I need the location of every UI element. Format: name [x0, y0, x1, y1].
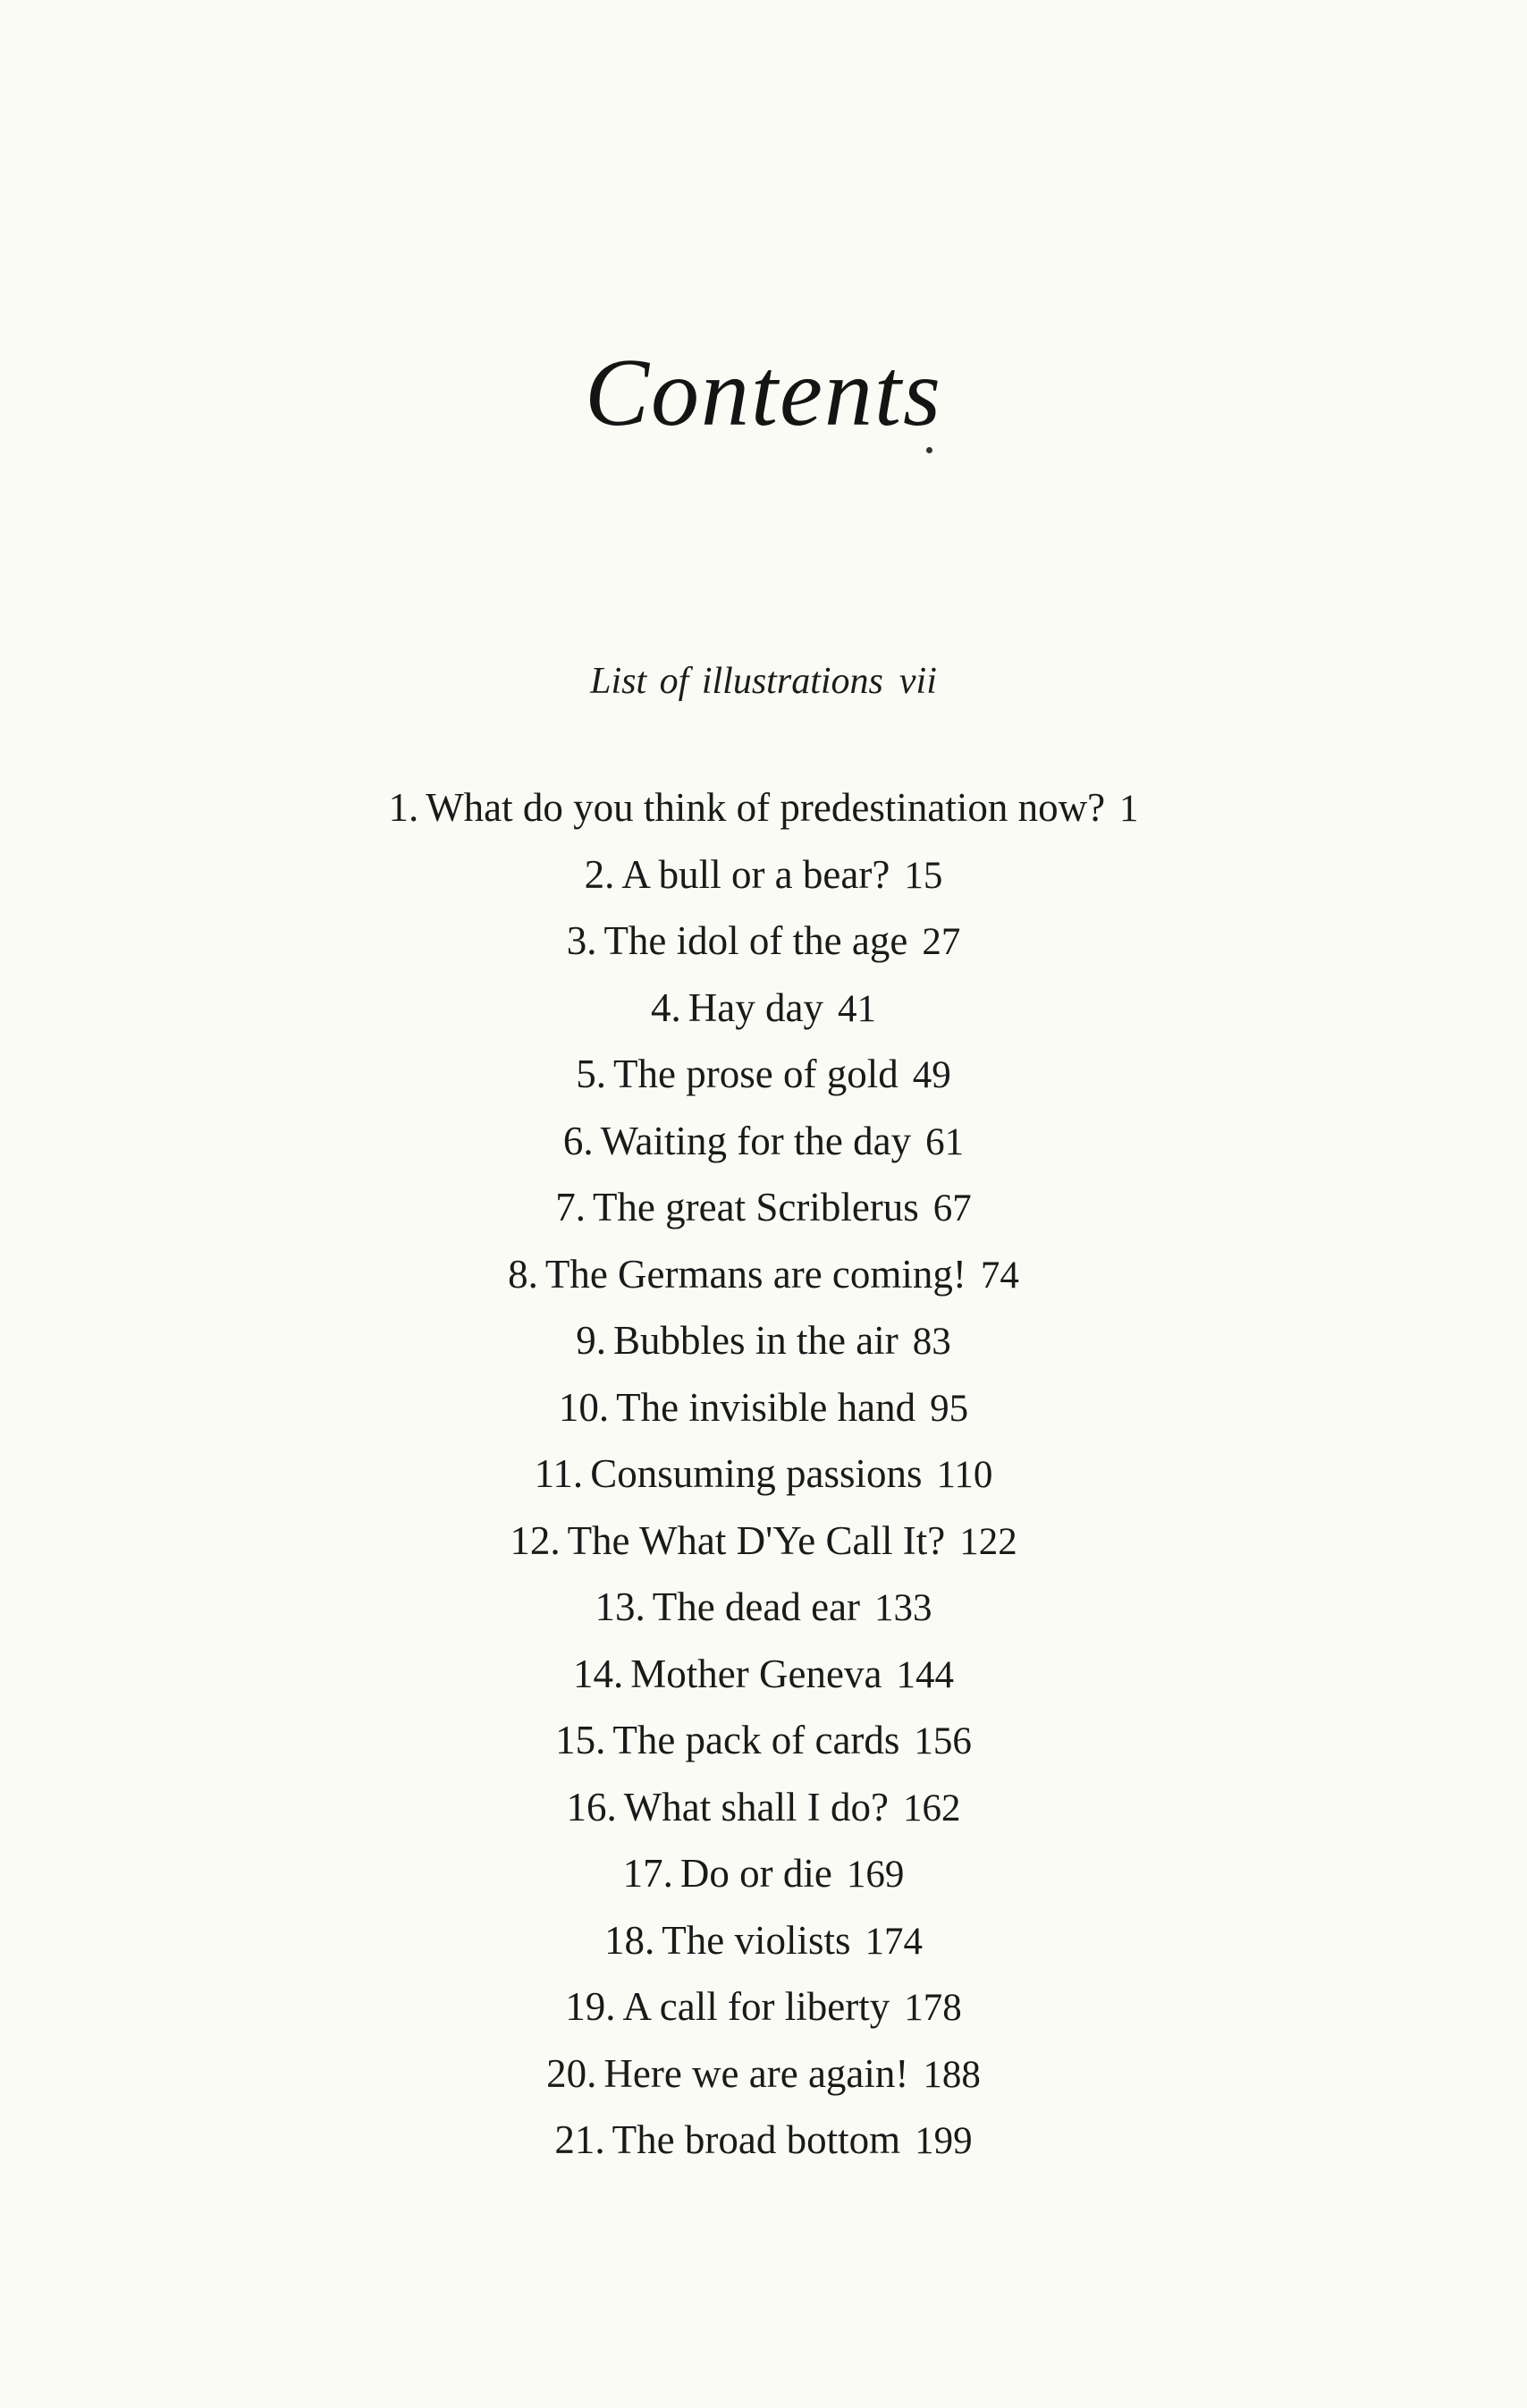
- chapter-entry: [0, 1774, 1527, 1841]
- chapter-page-number: 199: [915, 2120, 973, 2162]
- chapter-number: 3.: [566, 918, 597, 963]
- chapter-entry: [0, 1907, 1527, 1974]
- chapter-number: 15.: [555, 1718, 606, 1762]
- chapter-number: 11.: [534, 1451, 584, 1496]
- chapter-page-number: 67: [932, 1187, 972, 1229]
- chapter-entry: [0, 908, 1527, 975]
- chapter-page-number: 49: [912, 1054, 951, 1096]
- decorative-dot: [926, 447, 932, 453]
- chapter-number: 13.: [595, 1584, 645, 1629]
- chapter-number: 8.: [508, 1251, 538, 1297]
- chapter-page-number: 1: [1119, 788, 1139, 830]
- chapter-entry: [0, 1174, 1527, 1241]
- chapter-page-number: 174: [865, 1920, 923, 1963]
- chapter-number: 16.: [566, 1784, 617, 1829]
- chapter-number: 17.: [622, 1851, 673, 1896]
- chapter-title: Do or die: [679, 1851, 832, 1896]
- chapter-entry: [0, 1508, 1527, 1575]
- chapter-number: 12.: [510, 1517, 561, 1563]
- chapter-entry: [0, 1374, 1527, 1441]
- illustrations-page-number: vii: [898, 661, 937, 702]
- chapter-title: The invisible hand: [616, 1384, 916, 1430]
- chapter-title: Mother Geneva: [630, 1651, 882, 1696]
- chapter-title: The prose of gold: [613, 1052, 898, 1096]
- chapter-page-number: 61: [925, 1120, 965, 1163]
- chapter-entry: [0, 1840, 1527, 1907]
- chapter-title: Hay day: [688, 984, 823, 1030]
- chapter-entry: [0, 1641, 1527, 1708]
- chapter-page-number: 95: [930, 1387, 969, 1430]
- chapter-entry: [0, 1441, 1527, 1508]
- chapter-title: The Germans are coming!: [544, 1251, 966, 1297]
- chapter-title: The idol of the age: [603, 918, 908, 963]
- chapter-title: The broad bottom: [612, 2117, 901, 2162]
- chapter-title: The pack of cards: [612, 1718, 900, 1762]
- chapter-entry: [0, 1707, 1527, 1774]
- chapter-title: Waiting for the day: [600, 1118, 912, 1163]
- chapter-entry: [0, 1574, 1527, 1641]
- chapter-title: The violists: [662, 1917, 851, 1963]
- chapter-entry: [0, 2040, 1527, 2108]
- chapter-title: Here we are again!: [603, 2050, 909, 2096]
- chapter-page-number: 122: [959, 1520, 1017, 1563]
- chapter-page-number: 74: [980, 1254, 1019, 1297]
- chapter-page-number: 144: [896, 1653, 954, 1696]
- chapter-entry: [0, 841, 1527, 908]
- chapter-entry: [0, 1307, 1527, 1374]
- chapter-entry: [0, 2107, 1527, 2174]
- chapter-title: Consuming passions: [590, 1451, 923, 1496]
- chapter-title: A bull or a bear?: [621, 851, 890, 897]
- chapter-page-number: 178: [904, 1987, 962, 2029]
- chapter-number: 2.: [584, 851, 615, 897]
- chapter-page-number: 169: [846, 1854, 905, 1896]
- chapter-entry: [0, 1973, 1527, 2040]
- chapter-number: 18.: [604, 1917, 655, 1963]
- chapter-number: 6.: [562, 1118, 594, 1163]
- chapter-page-number: 41: [837, 987, 876, 1030]
- chapter-number: 19.: [565, 1984, 616, 2029]
- chapter-page-number: 133: [874, 1587, 932, 1629]
- chapter-page-number: 83: [912, 1321, 951, 1363]
- chapter-number: 20.: [546, 2050, 597, 2096]
- chapter-title: The great Scriblerus: [592, 1185, 919, 1229]
- chapter-number: 21.: [554, 2117, 605, 2162]
- chapter-title: Bubbles in the air: [613, 1318, 898, 1363]
- chapter-number: 10.: [558, 1384, 610, 1430]
- chapter-page-number: 15: [904, 854, 943, 897]
- chapter-number: 9.: [576, 1318, 607, 1363]
- chapter-entry: [0, 1041, 1527, 1108]
- chapter-title: What do you think of predestination now?: [426, 785, 1106, 830]
- chapter-title: What shall I do?: [623, 1784, 889, 1829]
- illustrations-entry: [0, 660, 1527, 703]
- chapter-list: [0, 774, 1527, 2174]
- chapter-title: A call for liberty: [622, 1984, 890, 2029]
- illustrations-label: List of illustrations: [590, 661, 883, 702]
- chapter-entry: [0, 1241, 1527, 1308]
- chapter-entry: [0, 975, 1527, 1042]
- chapter-number: 7.: [555, 1185, 586, 1229]
- chapter-page-number: 162: [902, 1787, 961, 1829]
- chapter-page-number: 110: [936, 1454, 993, 1496]
- chapter-number: 4.: [651, 984, 681, 1030]
- chapter-title: The What D'Ye Call It?: [567, 1517, 946, 1563]
- chapter-entry: [0, 1108, 1527, 1175]
- chapter-entry: [0, 774, 1527, 841]
- chapter-title: The dead ear: [652, 1584, 861, 1629]
- page-title: Contents: [584, 340, 942, 446]
- chapter-number: 1.: [388, 785, 419, 830]
- chapter-number: 5.: [576, 1052, 607, 1096]
- chapter-page-number: 156: [914, 1720, 972, 1762]
- chapter-page-number: 188: [923, 2053, 981, 2096]
- chapter-page-number: 27: [922, 921, 961, 963]
- chapter-number: 14.: [573, 1651, 624, 1696]
